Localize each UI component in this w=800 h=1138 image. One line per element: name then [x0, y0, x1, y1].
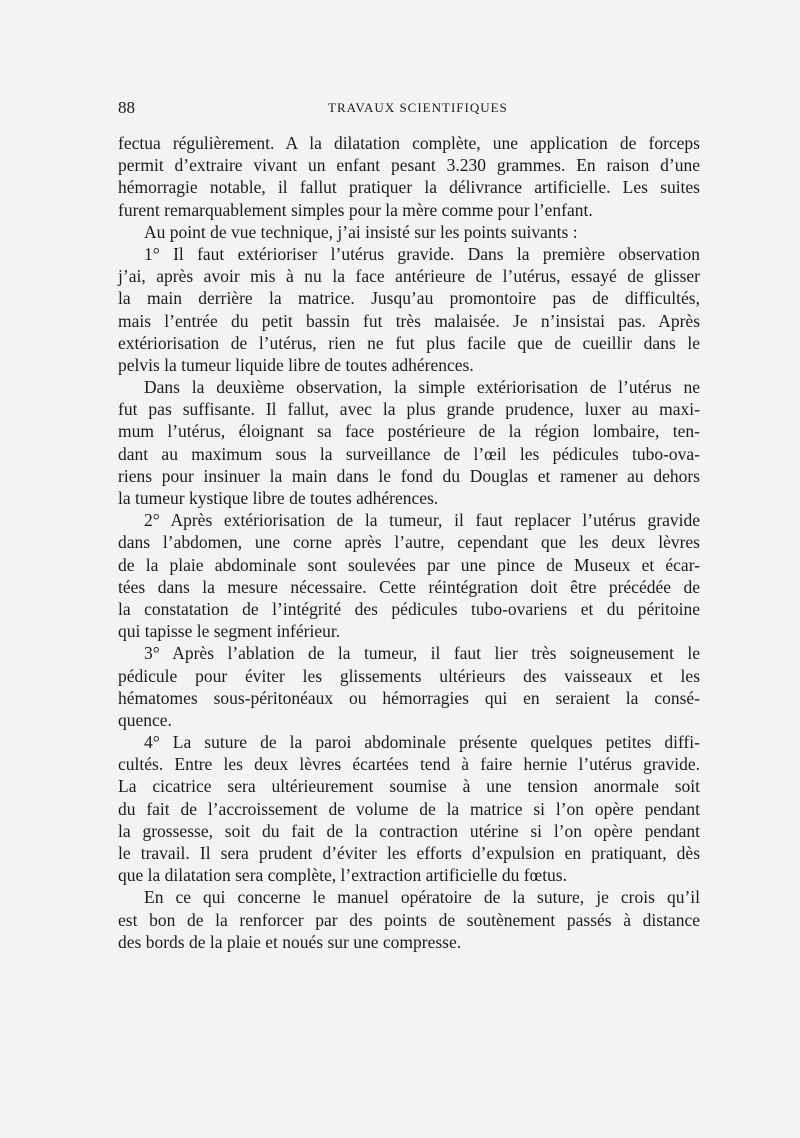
text-line: la constatation de l’intégrité des pédicules tubo-ovariens et du péritoine: [118, 598, 700, 619]
text-line: est bon de la renforcer par des points de soutènement passés à distance: [118, 909, 700, 930]
text-line: mum l’utérus, éloignant sa face postérieure de la région lombaire, ten-: [118, 421, 700, 442]
text-line: tées dans la mesure nécessaire. Cette réintégration doit être précédée de: [118, 576, 700, 597]
text-line: de la plaie abdominale sont soulevées par une pince de Museux et écar-: [118, 554, 700, 575]
text-line: En ce qui concerne le manuel opératoire de la suture, je crois qu’il: [144, 887, 700, 908]
running-title: TRAVAUX SCIENTIFIQUES: [328, 100, 508, 115]
text-line: fut pas suffisante. Il fallut, avec la plus grande prudence, luxer au maxi-: [118, 399, 700, 420]
page-header: [118, 98, 700, 122]
text-line: hémorragie notable, il fallut pratiquer la délivrance artificielle. Les suites: [118, 177, 700, 198]
text-line: Dans la deuxième observation, la simple extériorisation de l’utérus ne: [144, 377, 700, 398]
text-line: pédicule pour éviter les glissements ultérieurs des vaisseaux et les: [118, 665, 700, 686]
body-text: [118, 132, 700, 953]
text-line: furent remarquablement simples pour la mère comme pour l’enfant.: [118, 199, 593, 220]
text-line: dans l’abdomen, une corne après l’autre, cependant que les deux lèvres: [118, 532, 700, 553]
text-line: j’ai, après avoir mis à nu la face antérieure de l’utérus, essayé de glisser: [118, 266, 700, 287]
text-line: la grossesse, soit du fait de la contraction utérine si l’on opère pendant: [118, 820, 700, 841]
text-line: extériorisation de l’utérus, rien ne fut plus facile que de cueillir dans le: [118, 332, 700, 353]
text-line: hématomes sous-péritonéaux ou hémorragies qui en seraient la consé-: [118, 687, 700, 708]
text-line: 4° La suture de la paroi abdominale présente quelques petites diffi-: [144, 732, 700, 753]
text-line: permit d’extraire vivant un enfant pesant 3.230 grammes. En raison d’une: [118, 155, 700, 176]
text-line: 1° Il faut extérioriser l’utérus gravide. Dans la première observation: [144, 243, 700, 264]
text-line: des bords de la plaie et noués sur une compresse.: [118, 931, 462, 952]
text-line: la main derrière la matrice. Jusqu’au promontoire pas de difficultés,: [118, 288, 700, 309]
text-line: quence.: [118, 709, 172, 730]
text-line: 2° Après extériorisation de la tumeur, il faut replacer l’utérus gravide: [144, 510, 700, 531]
text-line: fectua régulièrement. A la dilatation complète, une application de forceps: [118, 133, 700, 153]
text-line: qui tapisse le segment inférieur.: [118, 621, 341, 642]
text-line: dant au maximum sous la surveillance de l’œil les pédicules tubo-ova-: [118, 443, 700, 464]
page-number: 88: [118, 98, 135, 117]
text-line: du fait de l’accroissement de volume de la matrice si l’on opère pendant: [118, 798, 700, 819]
text-line: la tumeur kystique libre de toutes adhérences.: [118, 488, 439, 508]
text-line: 3° Après l’ablation de la tumeur, il faut lier très soigneusement le: [144, 643, 700, 664]
text-line: mais l’entrée du petit bassin fut très malaisée. Je n’insistai pas. Après: [118, 310, 700, 331]
text-line: cultés. Entre les deux lèvres écartées tend à faire hernie l’utérus gravide.: [118, 754, 700, 775]
text-line: riens pour insinuer la main dans le fond du Douglas et ramener au dehors: [118, 465, 700, 486]
text-line: que la dilatation sera complète, l’extraction artificielle du fœtus.: [118, 865, 567, 886]
text-line: Au point de vue technique, j’ai insisté sur les points suivants :: [144, 221, 578, 242]
text-line: pelvis la tumeur liquide libre de toutes adhérences.: [118, 354, 474, 375]
text-line: La cicatrice sera ultérieurement soumise à une tension anormale soit: [118, 776, 700, 797]
text-line: le travail. Il sera prudent d’éviter les efforts d’expulsion en pratiquant, dès: [118, 843, 700, 863]
